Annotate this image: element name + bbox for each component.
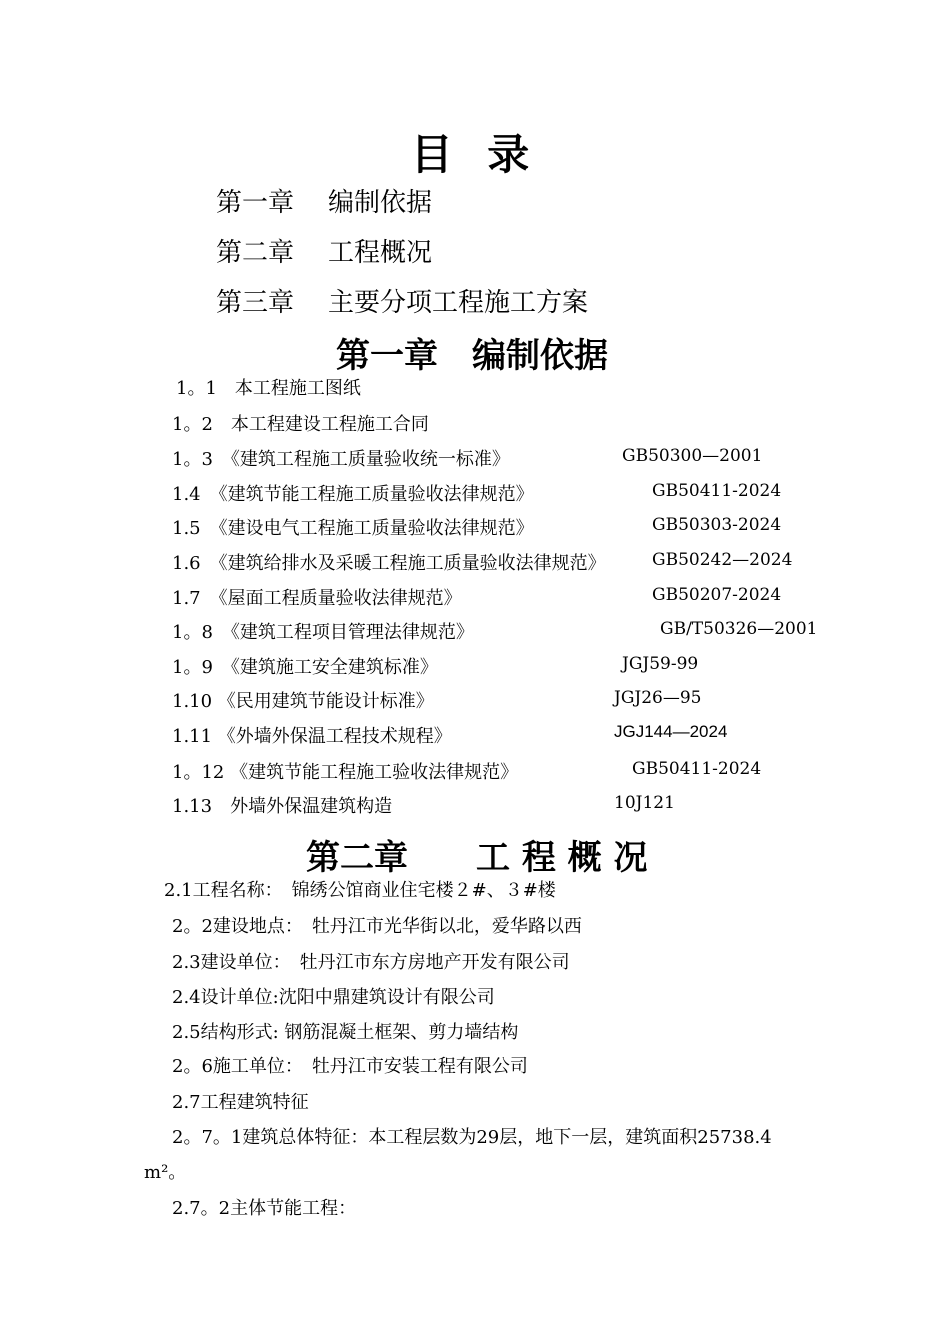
overview-item: 2。2建设地点： 牡丹江市光华街以北，爱华路以西 xyxy=(172,916,582,937)
reference-code: GB/T50326—2001 xyxy=(660,619,818,639)
toc-item-number: 第二章 xyxy=(216,238,295,268)
reference-item: 1.10 《民用建筑节能设计标准》 xyxy=(172,691,434,712)
reference-code: GB50242—2024 xyxy=(652,550,793,570)
reference-item: 1。8 《建筑工程项目管理法律规范》 xyxy=(172,622,474,643)
reference-code: GB50300—2001 xyxy=(622,446,763,466)
toc-item-number: 第三章 xyxy=(216,288,295,318)
toc-item-label: 工程概况 xyxy=(328,238,433,268)
reference-item: 1.13 外墙外保温建筑构造 xyxy=(172,796,393,817)
reference-code: JGJ144—2024 xyxy=(614,722,728,741)
reference-item: 1.7 《屋面工程质量验收法律规范》 xyxy=(172,588,462,609)
chapter1-heading: 第一章 编制依据 xyxy=(336,336,608,376)
reference-code: GB50411-2024 xyxy=(632,759,762,779)
toc-item-label: 编制依据 xyxy=(328,188,433,218)
toc-item-chapter2 xyxy=(216,232,432,269)
overview-item: 2.3建设单位： 牡丹江市东方房地产开发有限公司 xyxy=(172,952,570,973)
toc-title: 目 录 xyxy=(410,130,540,179)
reference-item: 1.4 《建筑节能工程施工质量验收法律规范》 xyxy=(172,484,534,505)
reference-item: 1。9 《建筑施工安全建筑标准》 xyxy=(172,657,438,678)
overview-item: 2。7。1建筑总体特征：本工程层数为29层，地下一层，建筑面积25738.4 xyxy=(172,1127,772,1148)
toc-item-chapter1 xyxy=(216,182,432,219)
reference-item: 1。1 本工程施工图纸 xyxy=(176,378,361,399)
overview-item: 2.1工程名称： 锦绣公馆商业住宅楼２#、３#楼 xyxy=(164,880,556,901)
overview-item: 2.5结构形式: 钢筋混凝土框架、剪力墙结构 xyxy=(172,1022,519,1043)
overview-item: 2.4设计单位:沈阳中鼎建筑设计有限公司 xyxy=(172,987,495,1008)
reference-item: 1.6 《建筑给排水及采暖工程施工质量验收法律规范》 xyxy=(172,553,606,574)
overview-item: 2.7。2主体节能工程： xyxy=(172,1198,357,1219)
toc-item-chapter3 xyxy=(216,282,588,319)
toc-item-label: 主要分项工程施工方案 xyxy=(328,288,589,318)
reference-item: 1。12 《建筑节能工程施工验收法律规范》 xyxy=(172,762,519,783)
overview-item: 2.7工程建筑特征 xyxy=(172,1092,309,1113)
reference-item: 1。2 本工程建设工程施工合同 xyxy=(172,414,429,435)
overview-item: m²。 xyxy=(144,1162,187,1183)
reference-code: GB50207-2024 xyxy=(652,585,782,605)
reference-code: JGJ59-99 xyxy=(622,654,699,674)
overview-item: 2。6施工单位： 牡丹江市安装工程有限公司 xyxy=(172,1056,528,1077)
reference-code: GB50411-2024 xyxy=(652,481,782,501)
reference-code: 10J121 xyxy=(614,793,675,813)
toc-item-number: 第一章 xyxy=(216,188,295,218)
reference-code: GB50303-2024 xyxy=(652,515,782,535)
reference-item: 1.11 《外墙外保温工程技术规程》 xyxy=(172,726,452,747)
reference-item: 1.5 《建设电气工程施工质量验收法律规范》 xyxy=(172,518,534,539)
chapter2-heading: 第二章 工 程 概 况 xyxy=(306,838,648,878)
reference-item: 1。3 《建筑工程施工质量验收统一标准》 xyxy=(172,449,510,470)
reference-code: JGJ26—95 xyxy=(614,688,702,708)
